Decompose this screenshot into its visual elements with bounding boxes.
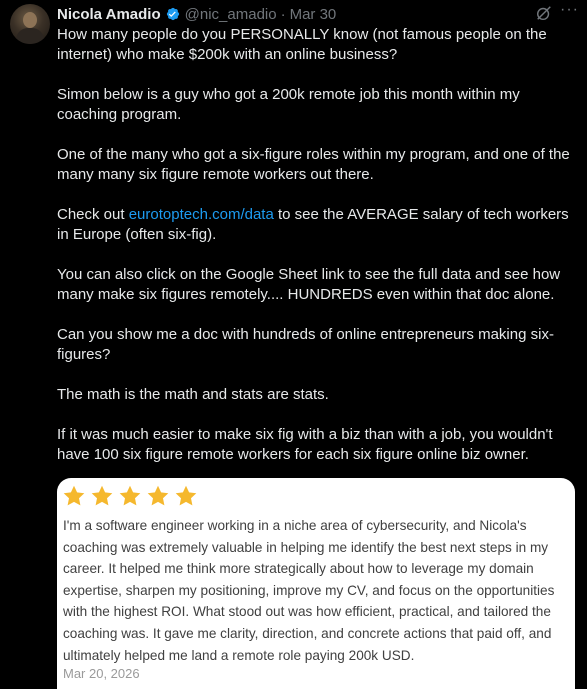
avatar[interactable] (10, 4, 50, 44)
tweet-paragraph: Can you show me a doc with hundreds of online entrepreneurs making six-figures? (57, 326, 554, 363)
star-icon (62, 484, 86, 508)
header-separator: · (280, 5, 286, 23)
star-rating (62, 484, 202, 508)
tweet-text (57, 25, 577, 485)
review-date: Mar 20, 2026 (63, 666, 140, 681)
verified-badge-icon (165, 6, 181, 22)
tweet-date[interactable]: Mar 30 (289, 5, 337, 23)
author-name[interactable]: Nicola Amadio (57, 5, 161, 23)
eurotoptech-link[interactable]: eurotoptech.com/data (128, 206, 274, 223)
grok-icon[interactable] (535, 4, 553, 22)
tweet-paragraph: If it was much easier to make six fig with a biz than with a job, you wouldn't have 100 six figure remote workers for each six figure online biz owner. (57, 426, 553, 463)
tweet-paragraph (57, 205, 577, 245)
tweet-paragraph: The math is the math and stats are stats. (57, 386, 329, 403)
star-icon (146, 484, 170, 508)
author-handle[interactable]: @nic_amadio (184, 5, 277, 23)
star-icon (90, 484, 114, 508)
tweet-text-fragment: to see the AVERAGE salary of tech workers in Europe (often six-fig). (57, 206, 569, 243)
tweet-paragraph: How many people do you PERSONALLY know (not famous people on the internet) who make $200k with an online business? (57, 26, 547, 63)
tweet-header (57, 1, 579, 24)
star-icon (118, 484, 142, 508)
avatar-body (16, 28, 44, 44)
avatar-face (23, 12, 37, 28)
star-icon (174, 484, 198, 508)
tweet-text-fragment: Check out (57, 206, 129, 223)
tweet-paragraph: Simon below is a guy who got a 200k remote job this month within my coaching program. (57, 86, 520, 123)
tweet-paragraph: One of the many who got a six-figure roles within my program, and one of the many many six figure remote workers out there. (57, 146, 570, 183)
review-text: I'm a software engineer working in a niche area of cybersecurity, and Nicola's coaching was extremely valuable in helping me identify the best next steps in my career. It helped me think more strategically about how to leverage my domain expertise, sharpen my positioning, improve my CV, and focus on the opportunities with the highest ROI. What stood out was how efficient, practical, and tailored the coaching was. It gave me clarity, direction, and concrete actions that paid off, and ultimately helped me land a remote role paying 200k USD. (63, 518, 555, 663)
review-image[interactable] (57, 478, 575, 689)
more-icon[interactable]: ··· (560, 1, 579, 18)
tweet-paragraph: You can also click on the Google Sheet link to see the full data and see how many make six figures remotely.... HUNDREDS even within that doc alone. (57, 266, 561, 303)
